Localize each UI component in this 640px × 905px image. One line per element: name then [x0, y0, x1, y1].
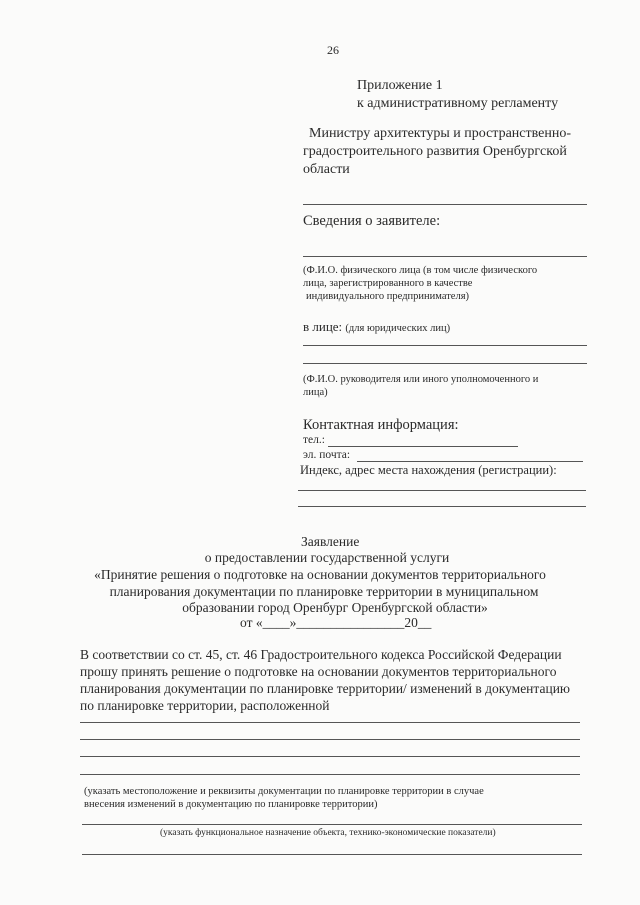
- phone-label: тел.:: [303, 434, 325, 446]
- phone-line: [328, 446, 518, 447]
- statement-line-2: «Принятие решения о подготовке на основании документов территориального: [94, 567, 546, 582]
- in-person-row: [303, 319, 450, 335]
- statement-date: от «____»________________20__: [240, 615, 432, 630]
- appendix-line-2: к административному регламенту: [357, 96, 559, 111]
- addressee-line-3: области: [303, 162, 350, 177]
- page-number: 26: [327, 43, 339, 57]
- location-line-4: [80, 774, 580, 775]
- individual-note-1: (Ф.И.О. физического лица (в том числе физического: [303, 265, 538, 276]
- addressee-line-2: градостроительного развития Оренбургской: [303, 144, 567, 159]
- statement-line-1: о предоставлении государственной услуги: [204, 550, 450, 565]
- purpose-line-2: [82, 854, 582, 855]
- in-person-line-1: [303, 345, 587, 346]
- statement-title: Заявление: [301, 534, 360, 549]
- location-note-1: (указать местоположение и реквизиты документации по планировке территории в случае: [84, 786, 484, 797]
- location-note-2: внесения изменений в документацию по планировке территории): [84, 799, 378, 810]
- statement-line-4: образовании город Оренбург Оренбургской области»: [182, 600, 488, 615]
- statement-line-3: планирования документации по планировке территории в муниципальном: [109, 584, 539, 599]
- applicant-heading: Сведения о заявителе:: [303, 213, 441, 229]
- in-person-line-2: [303, 363, 587, 364]
- appendix-line-1: Приложение 1: [357, 78, 443, 93]
- purpose-note: (указать функциональное назначение объекта, технико-экономические показатели): [160, 828, 496, 838]
- body-line-1: В соответствии со ст. 45, ст. 46 Градостроительного кодекса Российской Федерации: [80, 647, 562, 662]
- individual-note-3: индивидуального предпринимателя): [306, 291, 470, 302]
- location-line-1: [80, 722, 580, 723]
- body-line-2: прошу принять решение о подготовке на основании документов территориального: [80, 664, 557, 679]
- address-line-1: [298, 490, 586, 491]
- addressee-line-1: Министру архитектуры и пространственно-: [309, 126, 572, 141]
- address-label: Индекс, адрес места нахождения (регистрации):: [300, 463, 557, 477]
- head-note-2: лица): [303, 387, 328, 398]
- applicant-name-line: [303, 256, 587, 257]
- address-line-2: [298, 506, 586, 507]
- in-person-label: в лице:: [303, 319, 343, 334]
- addressee-blank-line: [303, 204, 587, 205]
- email-line: [357, 461, 583, 462]
- individual-note-2: лица, зарегистрированного в качестве: [303, 278, 473, 289]
- body-line-4: по планировке территории, расположенной: [80, 698, 330, 713]
- body-line-3: планирования документации по планировке территории/ изменений в документацию: [80, 681, 571, 696]
- in-person-note: (для юридических лиц): [345, 323, 451, 334]
- purpose-line: [82, 824, 582, 825]
- location-line-3: [80, 756, 580, 757]
- contacts-heading: Контактная информация:: [303, 417, 459, 433]
- email-label: эл. почта:: [303, 449, 351, 461]
- head-note-1: (Ф.И.О. руководителя или иного уполномоченного и: [303, 374, 539, 385]
- location-line-2: [80, 739, 580, 740]
